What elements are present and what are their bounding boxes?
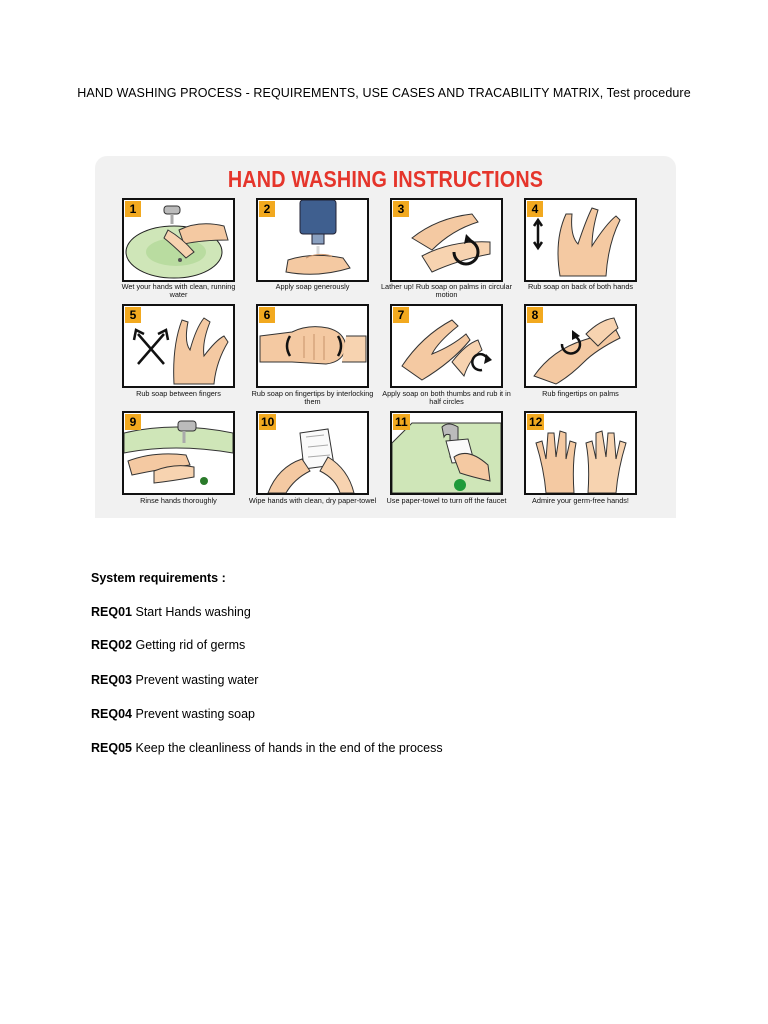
step-panel-12 bbox=[524, 411, 637, 495]
requirement-item bbox=[91, 638, 245, 652]
step-caption-11: Use paper-towel to turn off the faucet bbox=[386, 496, 507, 505]
step-panel-10 bbox=[256, 411, 369, 495]
step-caption-2: Apply soap generously bbox=[275, 282, 350, 291]
step-panel-8 bbox=[524, 304, 637, 388]
requirement-id: REQ03 bbox=[91, 673, 132, 687]
requirements-heading: System requirements : bbox=[91, 571, 226, 585]
step-number-badge: 3 bbox=[393, 201, 409, 217]
step-number-badge: 6 bbox=[259, 307, 275, 323]
step-caption-1: Wet your hands with clean, running water bbox=[121, 282, 236, 300]
step-panel-5 bbox=[122, 304, 235, 388]
step-panel-2 bbox=[256, 198, 369, 282]
requirement-id: REQ05 bbox=[91, 741, 132, 755]
step-number-badge: 10 bbox=[261, 415, 275, 429]
requirement-item bbox=[91, 605, 251, 619]
step-panel-9 bbox=[122, 411, 235, 495]
step-number-badge: 8 bbox=[527, 307, 543, 323]
step-panel-1 bbox=[122, 198, 235, 282]
requirement-id: REQ04 bbox=[91, 707, 132, 721]
step-panel-11 bbox=[390, 411, 503, 495]
requirement-text: Start Hands washing bbox=[135, 605, 251, 619]
requirement-text: Keep the cleanliness of hands in the end of the process bbox=[135, 741, 443, 755]
hand-washing-poster bbox=[95, 156, 676, 518]
requirement-text: Prevent wasting soap bbox=[135, 707, 255, 721]
step-number-badge: 7 bbox=[393, 307, 409, 323]
step-number-badge: 12 bbox=[529, 415, 543, 429]
document-title: HAND WASHING PROCESS - REQUIREMENTS, USE CASES AND TRACABILITY MATRIX, Test procedure bbox=[77, 86, 691, 100]
step-panel-4 bbox=[524, 198, 637, 282]
step-caption-9: Rinse hands thoroughly bbox=[140, 496, 217, 505]
step-caption-6: Rub soap on fingertips by interlocking them bbox=[251, 389, 374, 407]
step-caption-5: Rub soap between fingers bbox=[136, 389, 221, 398]
requirement-item bbox=[91, 673, 258, 687]
step-number-badge: 5 bbox=[125, 307, 141, 323]
step-number-badge: 4 bbox=[527, 201, 543, 217]
poster-title: HAND WASHING INSTRUCTIONS bbox=[227, 166, 544, 192]
step-number-badge: 11 bbox=[395, 415, 408, 429]
requirement-item bbox=[91, 707, 255, 721]
requirement-text: Prevent wasting water bbox=[135, 673, 259, 687]
step-caption-8: Rub fingertips on palms bbox=[542, 389, 619, 398]
step-caption-12: Admire your germ-free hands! bbox=[532, 496, 629, 505]
step-caption-3: Lather up! Rub soap on palms in circular motion bbox=[381, 282, 513, 300]
step-number-badge: 1 bbox=[125, 201, 141, 217]
step-caption-10: Wipe hands with clean, dry paper-towel bbox=[248, 496, 377, 505]
step-number-badge: 9 bbox=[125, 414, 141, 430]
step-number-badge: 2 bbox=[259, 201, 275, 217]
requirement-id: REQ01 bbox=[91, 605, 132, 619]
requirement-item bbox=[91, 741, 443, 755]
step-caption-4: Rub soap on back of both hands bbox=[527, 282, 634, 291]
requirement-text: Getting rid of germs bbox=[135, 638, 246, 652]
requirement-id: REQ02 bbox=[91, 638, 132, 652]
step-caption-7: Apply soap on both thumbs and rub it in half circles bbox=[382, 389, 511, 407]
step-panel-3 bbox=[390, 198, 503, 282]
step-panel-7 bbox=[390, 304, 503, 388]
step-panel-6 bbox=[256, 304, 369, 388]
